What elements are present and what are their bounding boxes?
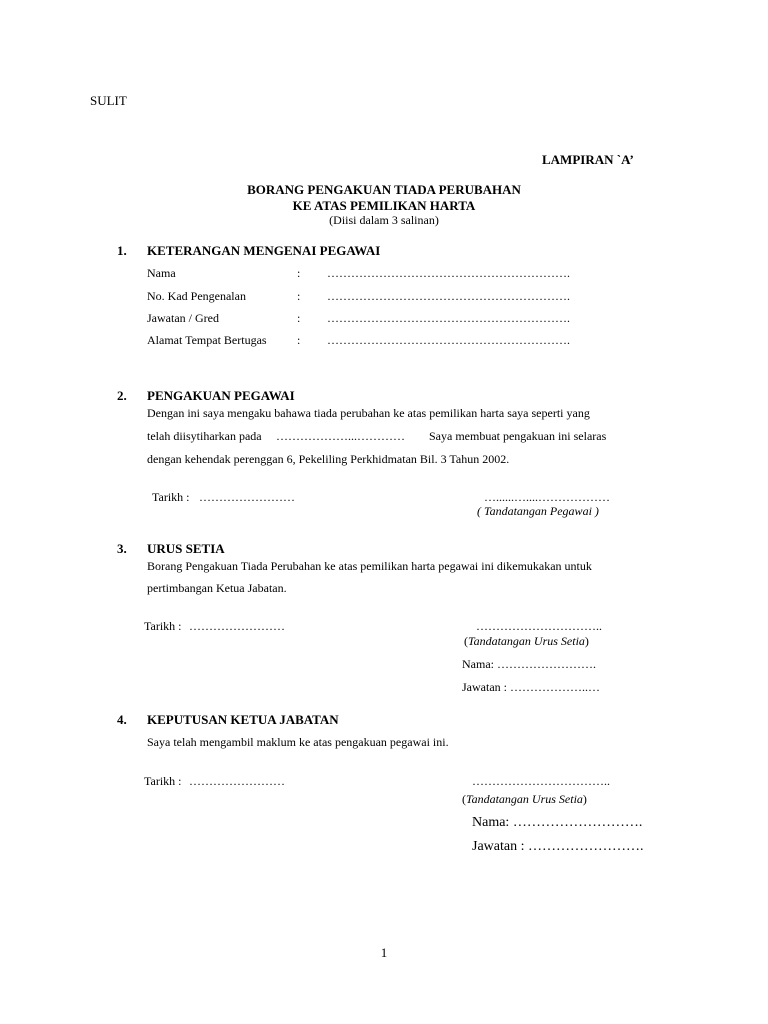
field-blank-position-grade[interactable]: ……………………………………………………. <box>327 311 570 325</box>
form-subtitle: (Diisi dalam 3 salinan) <box>329 213 439 227</box>
declaration-text-line2a: telah diisytiharkan pada <box>147 429 262 443</box>
field-colon: : <box>297 289 301 303</box>
section-number: 4. <box>117 712 127 727</box>
field-colon: : <box>297 266 301 280</box>
declaration-date-blank[interactable]: ………………...………… <box>276 429 405 443</box>
date-blank[interactable]: …………………… <box>189 619 285 633</box>
field-label-ic-number: No. Kad Pengenalan <box>147 289 246 303</box>
field-blank-name[interactable]: ……………………………………………………. <box>327 266 570 280</box>
secretariat-name-line[interactable]: Nama: ……………………. <box>462 657 596 671</box>
signature-blank[interactable]: …………………………….. <box>472 774 610 788</box>
head-position-line[interactable]: Jawatan : ……………………. <box>472 839 644 854</box>
section-heading: KEPUTUSAN KETUA JABATAN <box>147 712 339 727</box>
secretariat-text-line2: pertimbangan Ketua Jabatan. <box>147 581 287 595</box>
signature-caption: ( Tandatangan Pegawai ) <box>477 504 599 518</box>
field-colon: : <box>297 333 301 347</box>
date-blank[interactable]: …………………… <box>189 774 285 788</box>
field-label-position-grade: Jawatan / Gred <box>147 311 219 325</box>
section-heading: URUS SETIA <box>147 541 225 556</box>
form-title-line2: KE ATAS PEMILIKAN HARTA <box>292 198 476 213</box>
section-number: 1. <box>117 243 127 258</box>
section-number: 2. <box>117 388 127 403</box>
field-blank-work-address[interactable]: ……………………………………………………. <box>327 333 570 347</box>
date-blank[interactable]: …………………… <box>199 490 295 504</box>
declaration-text-line3: dengan kehendak perenggan 6, Pekeliling Perkhidmatan Bil. 3 Tahun 2002. <box>147 452 510 466</box>
field-blank-ic-number[interactable]: ……………………………………………………. <box>327 289 570 303</box>
page-number: 1 <box>380 945 388 960</box>
form-title-line1: BORANG PENGAKUAN TIADA PERUBAHAN <box>247 182 521 197</box>
declaration-text-line1: Dengan ini saya mengaku bahawa tiada perubahan ke atas pemilikan harta saya seperti yang <box>147 406 590 420</box>
decision-text-line1: Saya telah mengambil maklum ke atas pengakuan pegawai ini. <box>147 735 449 749</box>
head-name-line[interactable]: Nama: ………………………. <box>472 815 643 830</box>
field-colon: : <box>297 311 301 325</box>
signature-caption: (Tandatangan Urus Setia) <box>462 792 587 806</box>
section-heading: KETERANGAN MENGENAI PEGAWAI <box>147 243 381 258</box>
attachment-label: LAMPIRAN `A’ <box>542 152 634 167</box>
date-label: Tarikh : <box>144 619 182 633</box>
field-label-name: Nama <box>147 266 176 280</box>
section-heading: PENGAKUAN PEGAWAI <box>147 388 295 403</box>
signature-caption: (Tandatangan Urus Setia) <box>464 634 589 648</box>
signature-blank[interactable]: ………………………….. <box>476 619 602 633</box>
declaration-text-line2b: Saya membuat pengakuan ini selaras <box>429 429 607 443</box>
date-label: Tarikh : <box>152 490 190 504</box>
date-label: Tarikh : <box>144 774 182 788</box>
field-label-work-address: Alamat Tempat Bertugas <box>147 333 267 347</box>
section-number: 3. <box>117 541 127 556</box>
secretariat-position-line[interactable]: Jawatan : ………………..… <box>462 680 600 694</box>
signature-blank[interactable]: …......…....……………… <box>484 490 610 504</box>
secretariat-text-line1: Borang Pengakuan Tiada Perubahan ke atas pemilikan harta pegawai ini dikemukakan untuk <box>147 559 592 573</box>
classification-label: SULIT <box>90 93 127 108</box>
